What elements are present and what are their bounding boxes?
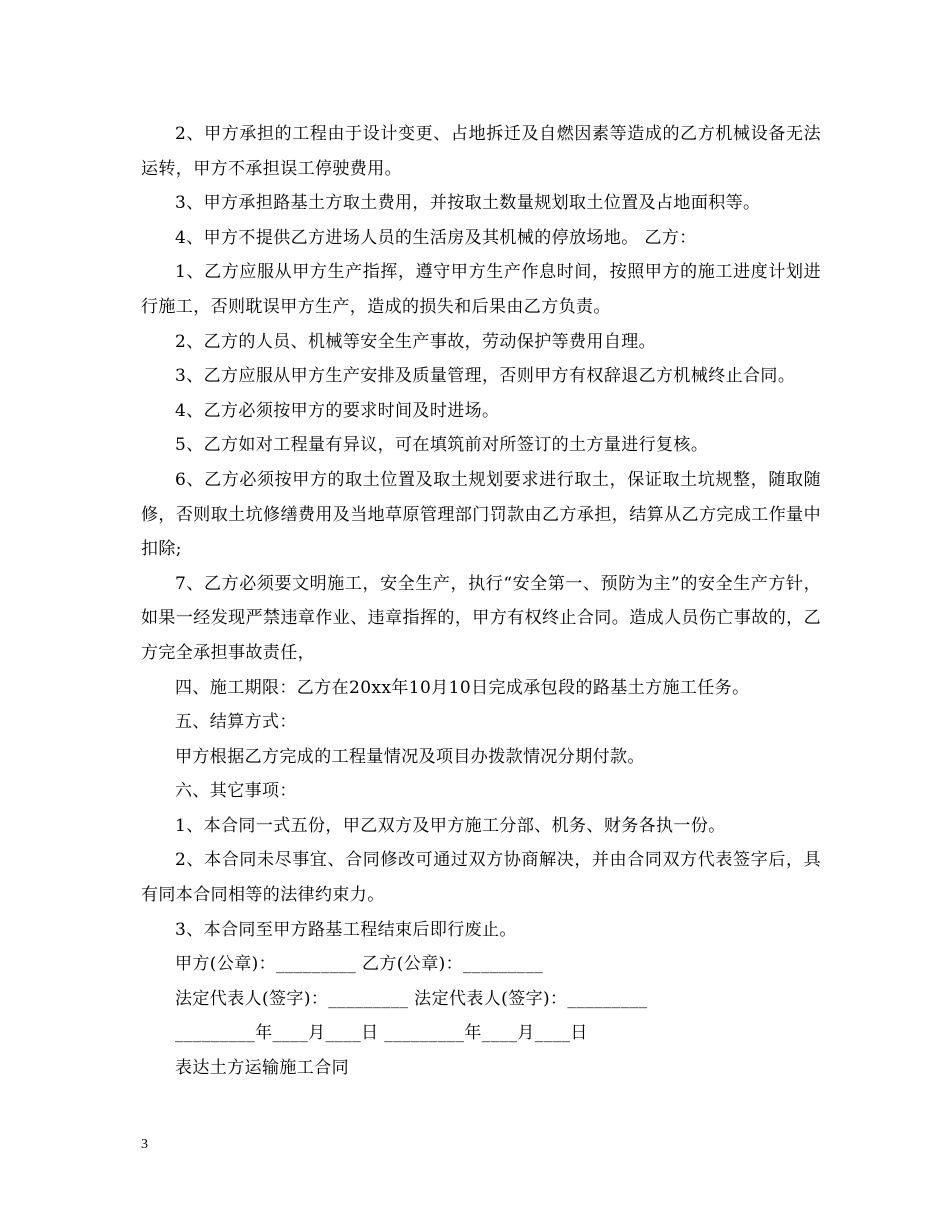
clause-jia-4: 4、甲方不提供乙方进场人员的生活房及其机械的停放场地。 乙方：	[175, 227, 697, 248]
clause-jia-3: 3、甲方承担路基土方取土费用，并按取土数量规划取土位置及占地面积等。	[175, 193, 761, 214]
other-clause-3: 3、本合同至甲方路基工程结束后即行废止。	[175, 919, 517, 940]
other-clause-2: 2、本合同未尽事宜、合同修改可通过双方协商解决，并由合同双方代表签字后，具有同本合同相等的法律约束力。	[141, 850, 821, 906]
other-clause-1: 1、本合同一式五份，甲乙双方及甲方施工分部、机务、财务各执一份。	[175, 815, 726, 836]
section-settlement-heading: 五、结算方式：	[175, 712, 297, 733]
section-settlement-text: 甲方根据乙方完成的工程量情况及项目办拨款情况分期付款。	[175, 746, 645, 767]
clause-yi-1: 1、乙方应服从甲方生产指挥，遵守甲方生产作息时间，按照甲方的施工进度计划进行施工，否则耽误甲方生产，造成的损失和后果由乙方负责。	[141, 262, 821, 317]
section-construction-period: 四、施工期限：乙方在20xx年10月10日完成承包段的路基土方施工任务。	[175, 677, 750, 698]
date-line: _________年____月____日 _________年____月____日	[175, 1023, 588, 1044]
seal-line: 甲方(公章)：_________ 乙方(公章)：_________	[175, 954, 544, 975]
clause-yi-5: 5、乙方如对工程量有异议，可在填筑前对所签订的土方量进行复核。	[175, 435, 709, 456]
clause-yi-2: 2、乙方的人员、机械等安全生产事故，劳动保护等费用自理。	[175, 331, 657, 352]
clause-jia-2: 2、甲方承担的工程由于设计变更、占地拆迁及自燃因素等造成的乙方机械设备无法运转，甲方不承担误工停驶费用。	[141, 124, 821, 179]
clause-yi-3: 3、乙方应服从甲方生产安排及质量管理，否则甲方有权辞退乙方机械终止合同。	[175, 366, 796, 387]
clause-yi-4: 4、乙方必须按甲方的要求时间及时进场。	[175, 400, 500, 421]
clause-yi-6: 6、乙方必须按甲方的取土位置及取土规划要求进行取土，保证取土坑规整，随取随修，否则取土坑修缮费用及当地草原管理部门罚款由乙方承担，结算从乙方完成工作量中扣除;	[141, 469, 821, 560]
signature-line: 法定代表人(签字)：_________ 法定代表人(签字)：_________	[175, 988, 648, 1009]
document-footer-title: 表达土方运输施工合同	[175, 1058, 349, 1079]
clause-yi-7: 7、乙方必须要文明施工，安全生产，执行“安全第一、预防为主”的安全生产方针，如果一经发现严禁违章作业、违章指挥的，甲方有权终止合同。造成人员伤亡事故的，乙方完全承担事故责任，	[141, 573, 821, 663]
document-body	[141, 117, 821, 1086]
section-other-heading: 六、其它事项：	[175, 781, 297, 802]
page-number: 3	[141, 1137, 148, 1152]
